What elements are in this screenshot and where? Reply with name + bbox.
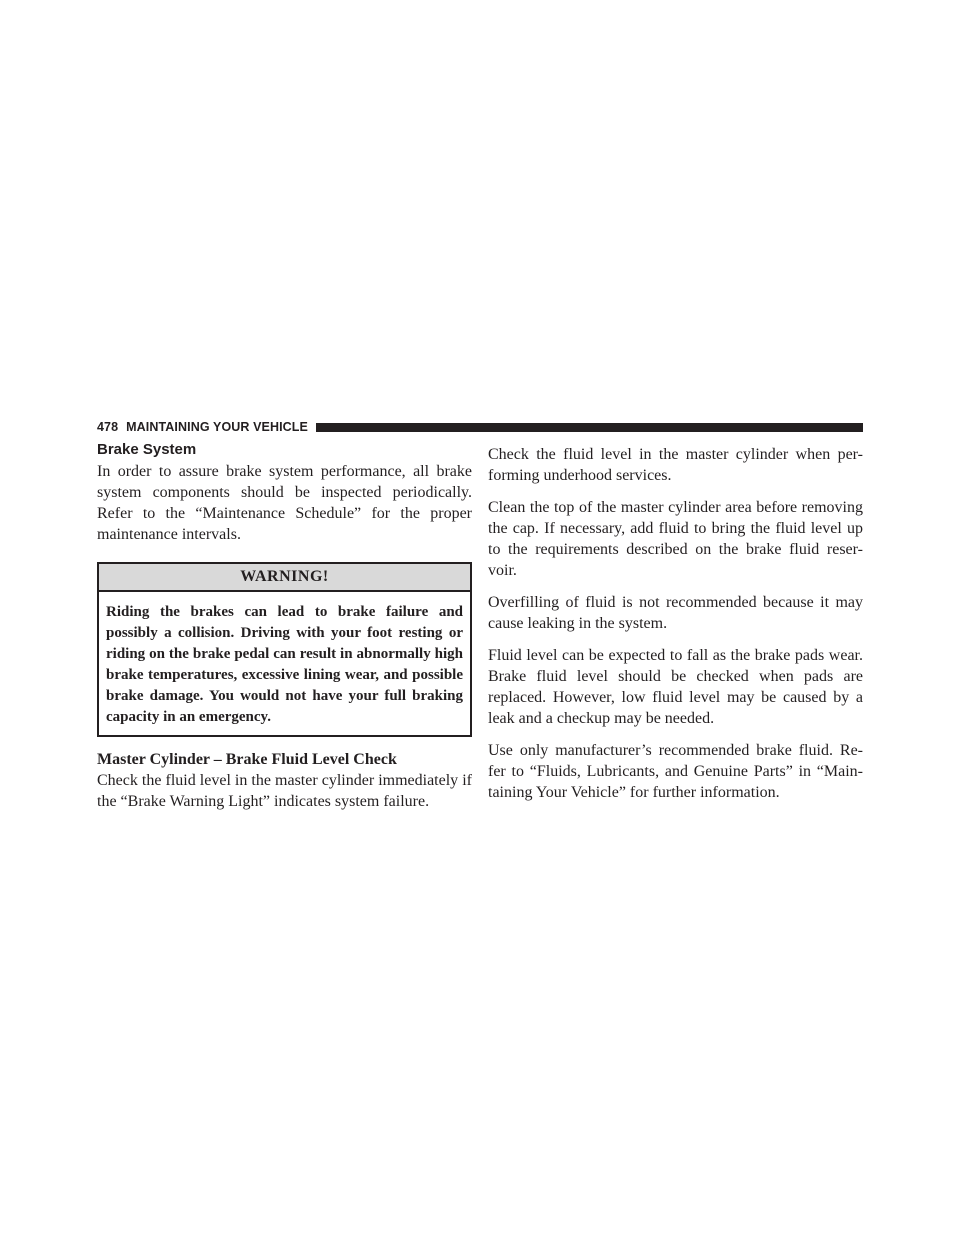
paragraph-underhood: Check the fluid level in the master cylinder when per- forming underhood services. [488, 446, 863, 484]
master-cylinder-paragraph: Check the fluid level in the master cylinder immediately if the “Brake Warning Light” indicates system failure. [97, 772, 472, 810]
paragraph-fluid-level: Fluid level can be expected to fall as the brake pads wear. Brake fluid level should be checked when pads are replaced. However, low fluid level may be caused by a leak and a checkup may be needed. [488, 647, 863, 727]
warning-text: Riding the brakes can lead to brake failure and possibly a collision. Driving with your foot resting or riding on the brake pedal can result in abnormally high brake temperatures, excessive lining wear, and possible brake damage. You would not have your full braking capacity in an emergency. [106, 604, 463, 725]
page-header [97, 419, 863, 435]
intro-paragraph: In order to assure brake system performance, all brake system components should be inspected periodically. Refer to the “Maintenance Schedule” for the proper maintenance intervals. [97, 463, 472, 543]
brake-system-heading: Brake System [97, 441, 197, 458]
paragraph-clean-cap: Clean the top of the master cylinder area before removing the cap. If necessary, add fluid to bring the fluid level up to the requirements described on the brake fluid reser- voir. [488, 499, 863, 579]
page-number: 478 [97, 420, 119, 434]
paragraph-overfilling: Overfilling of fluid is not recommended because it may cause leaking in the system. [488, 594, 863, 632]
header-rule [316, 423, 863, 432]
master-cylinder-subheading: Master Cylinder – Brake Fluid Level Check [97, 751, 397, 768]
section-title: MAINTAINING YOUR VEHICLE [126, 420, 308, 434]
paragraph-recommended-fluid: Use only manufacturer’s recommended brake fluid. Re- fer to “Fluids, Lubricants, and Genuine Parts” in “Main- taining Your Vehicle” for further information. [488, 742, 863, 801]
warning-box [97, 562, 472, 737]
warning-label: WARNING! [99, 564, 470, 592]
left-column [97, 440, 472, 812]
right-column [488, 444, 863, 814]
